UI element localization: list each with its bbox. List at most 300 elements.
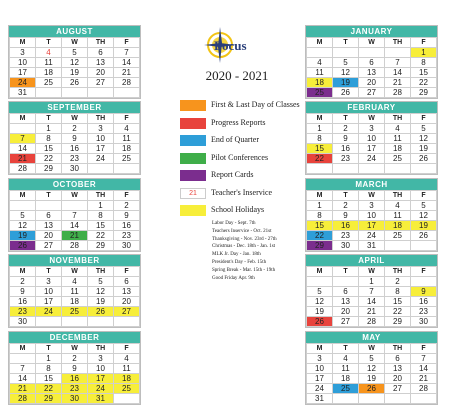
day-cell: 15 (307, 221, 333, 231)
weekday-header: M (307, 38, 333, 48)
legend-swatch (180, 170, 206, 181)
holiday-item: Teachers Inservice - Oct. 21st (212, 228, 272, 234)
legend-label: Pilot Conferences (211, 152, 269, 162)
day-cell: 26 (411, 154, 437, 164)
day-cell: 15 (88, 221, 114, 231)
day-cell: 24 (359, 231, 385, 241)
day-cell: 25 (333, 384, 359, 394)
weekday-header: TH (385, 344, 411, 354)
week-row (10, 297, 140, 307)
day-cell: 18 (333, 374, 359, 384)
weekday-header: M (307, 267, 333, 277)
day-cell (307, 48, 333, 58)
legend-swatch (180, 153, 206, 164)
day-cell (114, 164, 140, 174)
day-cell: 3 (359, 124, 385, 134)
week-row (10, 277, 140, 287)
day-cell: 27 (385, 384, 411, 394)
day-cell: 2 (333, 124, 359, 134)
day-cell: 23 (333, 231, 359, 241)
day-cell (359, 394, 385, 404)
day-cell: 9 (10, 287, 36, 297)
day-cell: 11 (62, 287, 88, 297)
week-row (307, 221, 437, 231)
legend-swatch (180, 118, 206, 129)
week-row (307, 48, 437, 58)
weekday-header: T (333, 344, 359, 354)
month-title: MAY (306, 332, 437, 343)
day-cell: 10 (10, 58, 36, 68)
day-cell: 16 (10, 297, 36, 307)
day-cell: 6 (333, 287, 359, 297)
day-cell: 17 (10, 68, 36, 78)
day-cell: 12 (10, 221, 36, 231)
week-row (307, 297, 437, 307)
day-cell: 23 (10, 307, 36, 317)
weekday-header: W (62, 191, 88, 201)
day-cell: 5 (359, 354, 385, 364)
day-cell: 6 (114, 277, 140, 287)
week-row (10, 211, 140, 221)
week-row (307, 241, 437, 251)
week-row (10, 364, 140, 374)
week-row (307, 78, 437, 88)
day-cell (88, 317, 114, 327)
day-cell: 17 (307, 374, 333, 384)
day-cell (411, 394, 437, 404)
day-cell: 28 (114, 78, 140, 88)
weekday-header: W (62, 344, 88, 354)
day-cell: 29 (36, 394, 62, 404)
week-row (307, 317, 437, 327)
day-cell: 1 (36, 354, 62, 364)
day-cell: 18 (114, 374, 140, 384)
weekday-header: T (36, 344, 62, 354)
day-cell: 16 (333, 144, 359, 154)
legend-label: Teacher's Inservice (211, 187, 273, 197)
day-cell: 26 (88, 307, 114, 317)
day-cell: 5 (307, 287, 333, 297)
day-cell: 24 (10, 78, 36, 88)
day-cell: 11 (36, 58, 62, 68)
week-row (10, 317, 140, 327)
day-cell: 2 (10, 277, 36, 287)
day-cell: 16 (411, 297, 437, 307)
week-row (307, 68, 437, 78)
day-cell: 28 (62, 241, 88, 251)
weekday-header: F (411, 191, 437, 201)
legend-item (180, 135, 310, 147)
day-cell (10, 354, 36, 364)
day-cell: 9 (62, 134, 88, 144)
week-row (10, 287, 140, 297)
day-cell: 29 (88, 241, 114, 251)
day-cell: 16 (114, 221, 140, 231)
day-cell: 19 (10, 231, 36, 241)
day-cell: 23 (62, 384, 88, 394)
day-cell: 7 (114, 48, 140, 58)
day-cell: 28 (10, 164, 36, 174)
weekday-header: F (114, 191, 140, 201)
weekday-header: TH (88, 38, 114, 48)
legend-item (180, 100, 310, 112)
weekday-header: M (307, 191, 333, 201)
weekday-header: F (114, 38, 140, 48)
day-cell: 19 (62, 68, 88, 78)
day-cell (62, 88, 88, 98)
day-cell: 25 (307, 88, 333, 98)
month-title: SEPTEMBER (9, 102, 140, 113)
week-row (10, 394, 140, 404)
weekday-header: F (411, 114, 437, 124)
month-february (305, 101, 438, 175)
day-cell: 12 (333, 68, 359, 78)
weekday-header: W (62, 38, 88, 48)
day-cell: 26 (411, 231, 437, 241)
day-cell: 22 (411, 78, 437, 88)
day-cell (62, 201, 88, 211)
day-cell: 29 (307, 241, 333, 251)
day-cell: 4 (114, 354, 140, 364)
legend-swatch (180, 205, 206, 216)
week-row (307, 374, 437, 384)
month-grid (306, 343, 437, 404)
day-cell: 6 (385, 354, 411, 364)
day-cell: 22 (385, 307, 411, 317)
day-cell: 18 (62, 297, 88, 307)
day-cell: 9 (333, 211, 359, 221)
day-cell (10, 124, 36, 134)
month-title: MARCH (306, 179, 437, 190)
day-cell: 22 (88, 231, 114, 241)
month-title: AUGUST (9, 26, 140, 37)
day-cell (114, 88, 140, 98)
week-row (307, 211, 437, 221)
day-cell: 4 (62, 277, 88, 287)
day-cell (114, 394, 140, 404)
day-cell: 20 (88, 68, 114, 78)
day-cell: 20 (333, 307, 359, 317)
day-cell: 15 (411, 68, 437, 78)
day-cell: 31 (88, 394, 114, 404)
day-cell: 2 (333, 201, 359, 211)
day-cell: 21 (411, 374, 437, 384)
month-december (8, 331, 141, 405)
day-cell: 17 (88, 374, 114, 384)
day-cell: 31 (307, 394, 333, 404)
day-cell (114, 317, 140, 327)
day-cell: 7 (10, 364, 36, 374)
weekday-header: TH (88, 344, 114, 354)
day-cell: 1 (411, 48, 437, 58)
day-cell: 31 (10, 88, 36, 98)
day-cell: 28 (411, 384, 437, 394)
day-cell: 9 (114, 211, 140, 221)
month-title: APRIL (306, 255, 437, 266)
day-cell: 24 (307, 384, 333, 394)
day-cell: 10 (88, 134, 114, 144)
week-row (10, 374, 140, 384)
day-cell: 5 (62, 48, 88, 58)
day-cell: 11 (307, 68, 333, 78)
day-cell: 5 (411, 124, 437, 134)
day-cell: 20 (359, 78, 385, 88)
legend-label: End of Quarter (211, 135, 259, 144)
weekday-header: M (10, 267, 36, 277)
day-cell: 25 (36, 78, 62, 88)
day-cell: 17 (36, 297, 62, 307)
day-cell: 10 (359, 134, 385, 144)
week-row (10, 164, 140, 174)
day-cell: 13 (359, 68, 385, 78)
day-cell (307, 164, 333, 174)
day-cell: 13 (36, 221, 62, 231)
day-cell: 23 (62, 154, 88, 164)
day-cell: 7 (62, 211, 88, 221)
day-cell: 18 (385, 221, 411, 231)
day-cell: 27 (333, 317, 359, 327)
day-cell (385, 241, 411, 251)
weekday-header: F (114, 114, 140, 124)
weekday-header: T (36, 191, 62, 201)
week-row (10, 144, 140, 154)
week-row (307, 154, 437, 164)
day-cell: 22 (307, 231, 333, 241)
day-cell: 2 (385, 277, 411, 287)
week-row (10, 78, 140, 88)
day-cell: 30 (411, 317, 437, 327)
holiday-item: Thanksgiving - Nov. 23rd - 27th (212, 236, 277, 242)
day-cell: 3 (36, 277, 62, 287)
day-cell: 5 (10, 211, 36, 221)
weekday-header: TH (385, 114, 411, 124)
day-cell: 25 (114, 154, 140, 164)
day-cell: 11 (114, 134, 140, 144)
day-cell: 30 (62, 164, 88, 174)
day-cell: 1 (359, 277, 385, 287)
week-row (307, 124, 437, 134)
week-row (307, 364, 437, 374)
day-cell: 27 (36, 241, 62, 251)
month-grid (9, 113, 140, 174)
month-may (305, 331, 438, 405)
holiday-item: President's Day - Feb. 15th (212, 259, 267, 265)
week-row (307, 201, 437, 211)
day-cell: 16 (333, 221, 359, 231)
week-row (10, 134, 140, 144)
day-cell (307, 277, 333, 287)
day-cell: 1 (307, 124, 333, 134)
month-january (305, 25, 438, 99)
month-title: NOVEMBER (9, 255, 140, 266)
day-cell: 8 (88, 211, 114, 221)
day-cell: 9 (411, 287, 437, 297)
day-cell: 21 (10, 384, 36, 394)
day-cell: 23 (333, 154, 359, 164)
day-cell: 8 (36, 364, 62, 374)
legend-label: Report Cards (211, 170, 254, 179)
weekday-header: TH (88, 267, 114, 277)
day-cell: 22 (307, 154, 333, 164)
day-cell: 23 (411, 307, 437, 317)
month-grid (306, 37, 437, 98)
weekday-header: F (114, 267, 140, 277)
week-row (10, 354, 140, 364)
day-cell: 28 (359, 317, 385, 327)
legend-label: First & Last Day of Classes (211, 100, 300, 109)
day-cell: 21 (359, 307, 385, 317)
month-grid (306, 266, 437, 327)
holiday-item: Spring Break - Mar. 15th - 19th (212, 267, 276, 273)
week-row (307, 164, 437, 174)
day-cell: 12 (62, 58, 88, 68)
day-cell (385, 164, 411, 174)
day-cell: 19 (359, 374, 385, 384)
week-row (307, 394, 437, 404)
day-cell (36, 201, 62, 211)
month-grid (306, 190, 437, 251)
holiday-item: Christmas - Dec. 18th - Jan. 1st (212, 244, 276, 250)
logo-text: Focus (214, 38, 247, 53)
day-cell: 28 (385, 88, 411, 98)
legend-label: Progress Reports (211, 117, 266, 127)
month-august (8, 25, 141, 99)
weekday-header: F (114, 344, 140, 354)
day-cell: 30 (10, 317, 36, 327)
day-cell: 4 (333, 354, 359, 364)
day-cell: 25 (385, 154, 411, 164)
day-cell: 13 (114, 287, 140, 297)
week-row (10, 201, 140, 211)
day-cell (359, 164, 385, 174)
day-cell: 15 (385, 297, 411, 307)
month-grid (306, 113, 437, 174)
week-row (307, 307, 437, 317)
day-cell: 1 (88, 201, 114, 211)
weekday-header: W (359, 344, 385, 354)
day-cell: 15 (36, 374, 62, 384)
weekday-header: W (359, 114, 385, 124)
week-row (307, 354, 437, 364)
day-cell: 9 (333, 134, 359, 144)
week-row (10, 384, 140, 394)
day-cell: 29 (411, 88, 437, 98)
day-cell: 11 (333, 364, 359, 374)
day-cell: 6 (36, 211, 62, 221)
weekday-header: M (10, 344, 36, 354)
day-cell (385, 48, 411, 58)
weekday-header: F (411, 38, 437, 48)
weekday-header: M (10, 114, 36, 124)
day-cell: 13 (333, 297, 359, 307)
day-cell: 5 (411, 201, 437, 211)
day-cell: 10 (36, 287, 62, 297)
day-cell: 8 (385, 287, 411, 297)
week-row (307, 134, 437, 144)
legend-item (180, 205, 310, 217)
day-cell: 19 (88, 297, 114, 307)
day-cell: 10 (88, 364, 114, 374)
week-row (307, 287, 437, 297)
day-cell: 27 (359, 88, 385, 98)
week-row (10, 58, 140, 68)
day-cell: 15 (36, 144, 62, 154)
day-cell: 31 (359, 241, 385, 251)
day-cell (411, 277, 437, 287)
day-cell (62, 317, 88, 327)
day-cell: 15 (307, 144, 333, 154)
weekday-header: TH (385, 267, 411, 277)
day-cell: 3 (88, 354, 114, 364)
holiday-item: Labor Day - Sept. 7th (212, 221, 256, 226)
day-cell (88, 164, 114, 174)
day-cell: 4 (385, 124, 411, 134)
weekday-header: F (411, 267, 437, 277)
day-cell: 7 (359, 287, 385, 297)
month-title: DECEMBER (9, 332, 140, 343)
holiday-list (212, 220, 292, 282)
day-cell: 7 (385, 58, 411, 68)
school-year-title: 2020 - 2021 (205, 68, 269, 83)
legend-label: School Holidays (211, 205, 265, 214)
day-cell (10, 201, 36, 211)
month-title: FEBRUARY (306, 102, 437, 113)
day-cell: 26 (10, 241, 36, 251)
day-cell: 2 (62, 124, 88, 134)
day-cell: 3 (359, 201, 385, 211)
day-cell: 7 (10, 134, 36, 144)
day-cell: 28 (10, 394, 36, 404)
weekday-header: M (10, 191, 36, 201)
month-april (305, 254, 438, 328)
weekday-header: T (333, 38, 359, 48)
day-cell: 13 (385, 364, 411, 374)
week-row (307, 58, 437, 68)
weekday-header: T (36, 114, 62, 124)
day-cell (411, 241, 437, 251)
day-cell: 13 (88, 58, 114, 68)
day-cell: 8 (307, 211, 333, 221)
day-cell: 30 (62, 394, 88, 404)
day-cell: 14 (10, 144, 36, 154)
day-cell: 4 (385, 201, 411, 211)
day-cell: 18 (307, 78, 333, 88)
week-row (10, 221, 140, 231)
legend-swatch (180, 100, 206, 111)
day-cell: 18 (36, 68, 62, 78)
day-cell (333, 394, 359, 404)
day-cell (385, 394, 411, 404)
day-cell: 14 (359, 297, 385, 307)
day-cell: 6 (88, 48, 114, 58)
weekday-header: TH (88, 191, 114, 201)
day-cell: 25 (114, 384, 140, 394)
day-cell: 8 (36, 134, 62, 144)
day-cell: 5 (88, 277, 114, 287)
day-cell: 4 (307, 58, 333, 68)
weekday-header: T (36, 267, 62, 277)
weekday-header: T (333, 191, 359, 201)
weekday-header: T (333, 267, 359, 277)
day-cell: 4 (114, 124, 140, 134)
week-row (307, 277, 437, 287)
day-cell: 12 (411, 211, 437, 221)
day-cell (359, 48, 385, 58)
day-cell: 4 (36, 48, 62, 58)
day-cell: 18 (385, 144, 411, 154)
day-cell: 5 (333, 58, 359, 68)
legend-item (180, 153, 310, 165)
